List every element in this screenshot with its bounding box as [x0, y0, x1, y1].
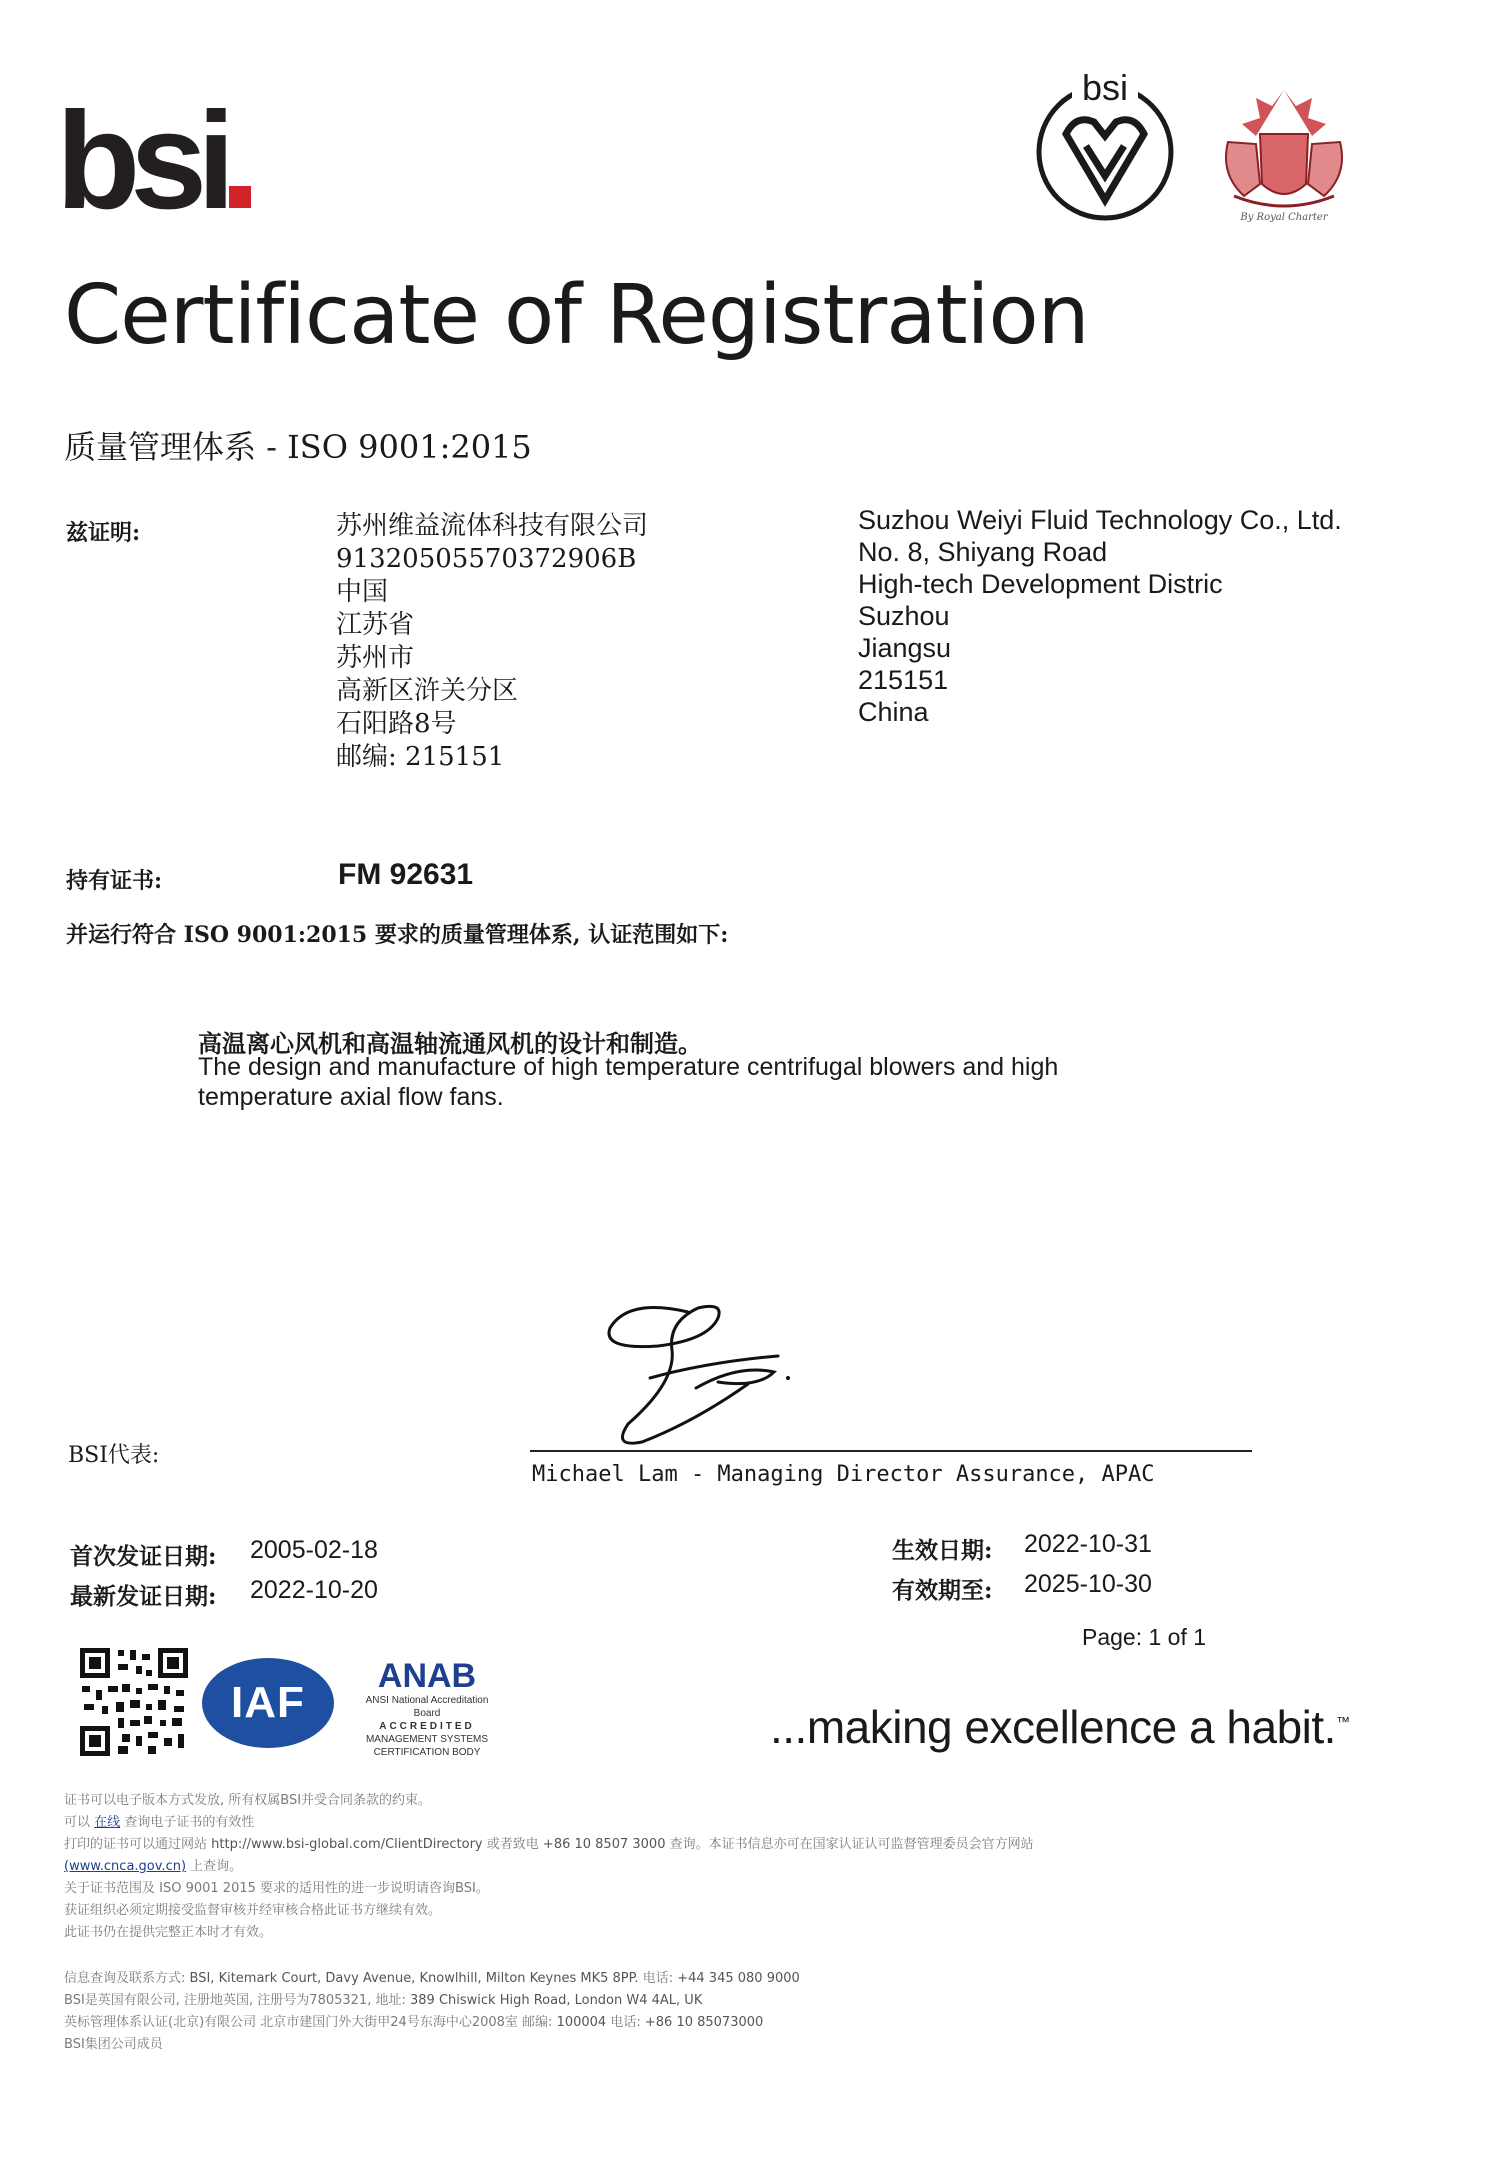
address-en-line: Suzhou Weiyi Fluid Technology Co., Ltd. [858, 505, 1342, 535]
beijing-zip: 100004 [556, 2015, 607, 2030]
fine-print [64, 1790, 1034, 1944]
address-zh-line: 中国 [336, 577, 389, 607]
contact-line [64, 1968, 800, 1990]
address-en-line: China [858, 697, 929, 727]
fine-print-line: 关于证书范围及 ISO 9001 2015 要求的适用性的进一步说明请咨询BSI。 [64, 1881, 489, 1896]
address-zh-line: 江苏省 [336, 610, 415, 640]
signature-image [598, 1292, 798, 1456]
address-zh-line: 苏州市 [336, 643, 415, 673]
signatory-name: Michael Lam - Managing Director Assurance, APAC [532, 1462, 1155, 1487]
holder-label: 持有证书: [66, 868, 163, 894]
address-en-line: Jiangsu [858, 633, 952, 663]
address-en-line: High-tech Development Distric [858, 569, 1223, 599]
bsi-logo [56, 84, 251, 238]
latest-issue-date: 2022-10-20 [250, 1576, 378, 1604]
address-en-line: 215151 [858, 665, 949, 695]
contact-line: BSI集团公司成员 [64, 2037, 163, 2052]
bsi-representative-label: BSI代表: [68, 1443, 160, 1468]
certify-chinese-address [336, 510, 648, 774]
effective-date: 2022-10-31 [1024, 1530, 1152, 1558]
address-zh-line: 邮编: 215151 [336, 742, 505, 772]
iaf-logo-text: IAF [231, 1678, 305, 1727]
registered-address: 389 Chiswick High Road, London W4 4AL, UK [410, 1993, 703, 2008]
fine-print-line: 证书可以电子版本方式发放, 所有权属BSI并受合同条款的约束。 [64, 1793, 432, 1808]
fine-print-text: 打印的证书可以通过网站 [64, 1837, 208, 1852]
fine-print-text: 英标管理体系认证(北京)有限公司 北京市建国门外大街甲24号东海中心2008室 邮编: [64, 2015, 553, 2030]
anab-scope: MANAGEMENT SYSTEMS CERTIFICATION BODY [365, 1734, 489, 1758]
kitemark-text: bsi [1081, 67, 1129, 108]
certify-label: 兹证明: [66, 520, 141, 546]
address-zh-line: 石阳路8号 [336, 709, 457, 739]
beijing-phone: +86 10 85073000 [644, 2015, 764, 2030]
certificate-number: FM 92631 [338, 858, 474, 891]
tagline-text: ...making excellence a habit. [770, 1701, 1336, 1753]
fine-print-text: 查询电子证书的有效性 [124, 1815, 255, 1830]
fine-print-text: 电话: [610, 2015, 641, 2030]
page-info: Page: 1 of 1 [1082, 1624, 1207, 1650]
signature-line [530, 1450, 1252, 1452]
fine-print-text: 查询。本证书信息亦可在国家认证认可监督管理委员会官方网站 [669, 1837, 1034, 1852]
scope-chinese: 高温离心风机和高温轴流通风机的设计和制造。 [198, 1029, 702, 1058]
address-zh-line: 高新区浒关分区 [336, 676, 519, 706]
latest-issue-label: 最新发证日期: [70, 1583, 217, 1610]
royal-charter-crest-icon [1216, 84, 1352, 224]
certify-english-address [858, 504, 1342, 728]
address-en-line: Suzhou [858, 601, 950, 631]
fine-print-line: 获证组织必须定期接受监督审核并经审核合格此证书方继续有效。 [64, 1903, 442, 1918]
anab-subtitle: ANSI National Accreditation Board [365, 1695, 489, 1719]
kitemark-icon [1034, 64, 1176, 222]
royal-charter-caption: By Royal Charter [1240, 212, 1328, 223]
scope-english: The design and manufacture of high temperature centrifugal blowers and high temperature axial flow fans. [198, 1053, 1059, 1111]
fine-print-text: 可以 [64, 1815, 91, 1830]
online-verify-link[interactable]: 在线 [94, 1815, 121, 1830]
certificate-title: Certificate of Registration [64, 268, 1089, 363]
fine-print-text: 信息查询及联系方式: [64, 1971, 186, 1986]
effective-date-label: 生效日期: [892, 1537, 993, 1564]
fine-print-line [64, 1834, 1034, 1856]
operation-statement: 并运行符合 ISO 9001:2015 要求的质量管理体系, 认证范围如下: [66, 922, 729, 948]
tagline [770, 1700, 1349, 1754]
bsi-logo-dot [229, 186, 251, 208]
address-zh-line: 苏州维益流体科技有限公司 [336, 511, 649, 541]
fine-print-text: BSI是英国有限公司, 注册地英国, 注册号为7805321, 地址: [64, 1993, 406, 2008]
trademark-mark: ™ [1335, 1713, 1350, 1730]
expiry-date-label: 有效期至: [892, 1577, 993, 1604]
uk-address: BSI, Kitemark Court, Davy Avenue, Knowlhill, Milton Keynes MK5 8PP. [189, 1971, 639, 1986]
fine-print-text: 电话: [642, 1971, 674, 1986]
anab-logo [364, 1657, 490, 1758]
contact-line [64, 1990, 800, 2012]
address-en-line: No. 8, Shiyang Road [858, 537, 1108, 567]
fine-print-line [64, 1856, 1034, 1878]
first-issue-date: 2005-02-18 [250, 1536, 378, 1564]
anab-logo-text: ANAB [377, 1657, 477, 1695]
standard-line: 质量管理体系 - ISO 9001:2015 [64, 428, 532, 466]
qr-code-icon [78, 1646, 190, 1758]
contact-line [64, 2012, 800, 2034]
fine-print-line [64, 1812, 1034, 1834]
first-issue-label: 首次发证日期: [70, 1543, 217, 1570]
fine-print-line: 此证书仍在提供完整正本时才有效。 [64, 1925, 273, 1940]
cnca-link[interactable]: (www.cnca.gov.cn) [64, 1859, 187, 1874]
anab-accredited: ACCREDITED [379, 1721, 475, 1732]
contact-info [64, 1968, 800, 2056]
uk-phone: +44 345 080 9000 [677, 1971, 800, 1986]
fine-print-text: 或者致电 [486, 1837, 539, 1852]
phone-number: +86 10 8507 3000 [542, 1837, 666, 1852]
fine-print-text: 上查询。 [190, 1859, 243, 1874]
bsi-logo-text: bsi [56, 84, 226, 238]
expiry-date: 2025-10-30 [1024, 1570, 1152, 1598]
iaf-logo [202, 1658, 334, 1748]
client-directory-url[interactable]: http://www.bsi-global.com/ClientDirectory [211, 1837, 483, 1852]
address-zh-line: 91320505570372906B [336, 544, 637, 574]
